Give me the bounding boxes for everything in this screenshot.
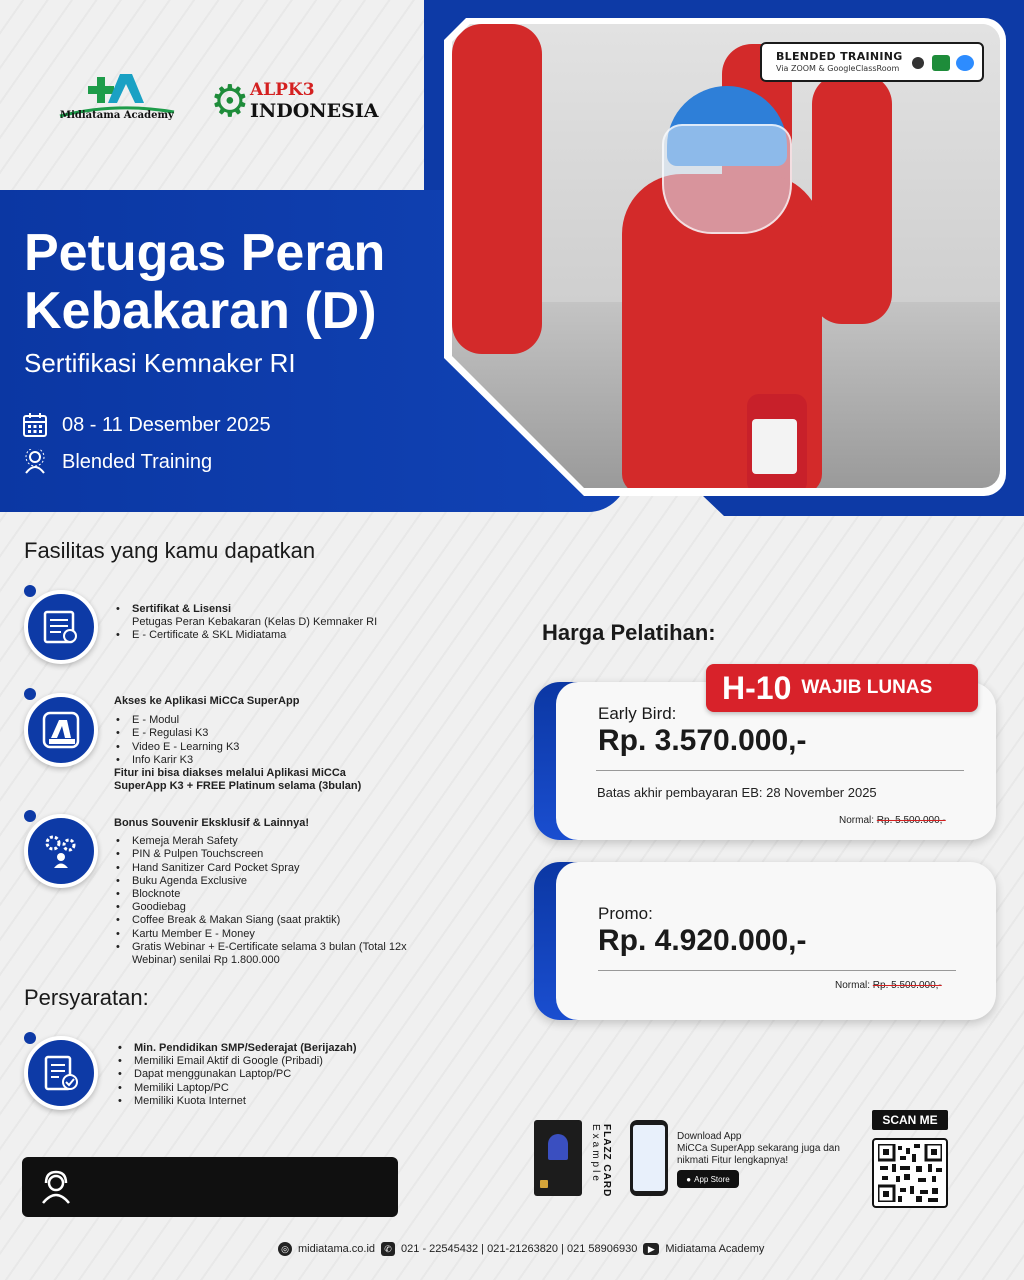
requirement-item: • Memiliki Email Aktif di Google (Pribadi) [116, 1055, 446, 1068]
blended-training-badge [760, 42, 984, 82]
promo-normal: Normal: Rp. 5.500.000,- [835, 980, 942, 991]
facility-1-line1: Petugas Peran Kebakaran (Kelas D) Kemnaker RI [132, 616, 378, 629]
alpk3-line1: ALPK3 [250, 80, 315, 100]
webcam-icon [912, 57, 924, 69]
gears-icon [24, 814, 98, 888]
flazz-subtitle: Example [590, 1124, 601, 1184]
footer-phones[interactable]: 021 - 22545432 | 021-21263820 | 021 58906930 [401, 1243, 638, 1255]
certificate-icon [24, 590, 98, 664]
early-bird-normal: Normal: Rp. 5.500.000,- [839, 815, 946, 826]
flazz-title: FLAZZ CARD [601, 1124, 612, 1198]
souvenir-item: • Blocknote [114, 888, 444, 901]
facility-2-item: • E - Modul [114, 714, 444, 727]
facility-2-item: • E - Regulasi K3 [114, 727, 444, 740]
h10-big: H-10 [722, 669, 792, 706]
globe-icon: ◎ [278, 1242, 292, 1256]
promo-normal-price: Rp. 5.500.000,- [872, 980, 942, 991]
download-app-text [677, 1131, 847, 1167]
requirements-list [116, 1042, 446, 1108]
training-mode: Blended Training [62, 450, 213, 473]
scan-me-label: SCAN ME [872, 1110, 948, 1130]
requirement-item: • Memiliki Kuota Internet [116, 1095, 446, 1108]
alpk3-logo [210, 76, 379, 130]
h10-small: WAJIB LUNAS [801, 677, 933, 698]
souvenir-item: • Coffee Break & Makan Siang (saat praktik) [114, 914, 444, 927]
dot-marker [24, 810, 36, 822]
mode-row [22, 449, 212, 475]
google-classroom-icon [932, 55, 950, 71]
souvenir-item: • PIN & Pulpen Touchscreen [114, 848, 444, 861]
souvenir-item: • Kartu Member E - Money [114, 928, 444, 941]
souvenir-item: • Hand Sanitizer Card Pocket Spray [114, 862, 444, 875]
souvenir-item: • Gratis Webinar + E-Certificate selama 3 bulan (Total 12x Webinar) senilai Rp 1.800.000 [114, 941, 434, 967]
apple-icon: ● [686, 1174, 692, 1184]
souvenir-item: • Buku Agenda Exclusive [114, 875, 444, 888]
early-bird-deadline: Batas akhir pembayaran EB: 28 November 2025 [597, 785, 877, 800]
facility-1-title: Sertifikat & Lisensi [132, 603, 232, 615]
requirements-heading: Persyaratan: [24, 985, 149, 1010]
qr-code[interactable] [872, 1138, 948, 1208]
alpk3-line2: INDONESIA [250, 100, 379, 122]
phone-icon: ✆ [381, 1242, 395, 1256]
promo-label: Promo: [598, 904, 653, 923]
youtube-icon: ▶ [643, 1243, 659, 1255]
footer-website[interactable]: midiatama.co.id [298, 1243, 376, 1255]
facility-2-note: Fitur ini bisa diakses melalui Aplikasi MiCCa SuperApp K3 + FREE Platinum selama (3bulan) [114, 767, 362, 793]
facility-2-item: • Info Karir K3 [114, 754, 444, 767]
facility-2-item: • Video E - Learning K3 [114, 741, 444, 754]
calendar-icon [22, 412, 48, 438]
app-store-label: App Store [694, 1174, 730, 1184]
souvenir-item: • Kemeja Merah Safety [114, 835, 444, 848]
zoom-icon [956, 55, 974, 71]
souvenir-item: • Goodiebag [114, 901, 444, 914]
checklist-icon [24, 1036, 98, 1110]
requirement-item: • Dapat menggunakan Laptop/PC [116, 1068, 446, 1081]
facility-group-1 [114, 603, 444, 643]
app-store-button[interactable] [677, 1170, 739, 1188]
facility-group-2 [114, 695, 444, 793]
h10-badge [706, 664, 978, 712]
training-mode-icon [22, 449, 48, 475]
badge-subtitle: Via ZOOM & GoogleClassRoom [776, 64, 900, 73]
facilities-heading: Fasilitas yang kamu dapatkan [24, 538, 316, 563]
footer-youtube[interactable]: Midiatama Academy [665, 1243, 765, 1255]
promo-amount: Rp. 4.920.000,- [598, 924, 807, 957]
midiatama-name: Midiatama Academy [60, 110, 174, 121]
download-title: Download App [677, 1131, 742, 1142]
hero-photo [452, 24, 1000, 488]
flazz-card-image [534, 1120, 582, 1196]
facility-group-3 [114, 817, 444, 967]
early-bird-label: Early Bird: [598, 704, 677, 723]
date-row [22, 412, 271, 438]
dot-marker [24, 585, 36, 597]
footer [278, 1242, 764, 1256]
facility-3-title: Bonus Souvenir Eksklusif & Lainnya! [114, 817, 309, 829]
early-bird-amount: Rp. 3.570.000,- [598, 724, 807, 757]
pricing-heading: Harga Pelatihan: [542, 620, 716, 645]
midiatama-logo [56, 72, 186, 132]
gear-icon: ⚙ [210, 76, 250, 127]
customer-service-icon [38, 1169, 74, 1205]
promo-card [534, 862, 996, 1020]
phone-mockup [630, 1120, 668, 1196]
facility-2-title: Akses ke Aplikasi MiCCa SuperApp [114, 695, 300, 707]
page-subtitle: Sertifikasi Kemnaker RI [24, 348, 296, 378]
app-icon [24, 693, 98, 767]
requirement-item: • Memiliki Laptop/PC [116, 1082, 446, 1095]
badge-title: BLENDED TRAINING [776, 50, 903, 63]
contact-bar[interactable] [22, 1157, 398, 1217]
facility-1-line2: • E - Certificate & SKL Midiatama [114, 629, 444, 642]
download-desc: MiCCa SuperApp sekarang juga dan nikmati Fitur lengkapnya! [677, 1143, 840, 1166]
page-title: Petugas Peran Kebakaran (D) [24, 224, 386, 340]
flazz-card-label [590, 1124, 612, 1200]
early-bird-normal-price: Rp. 5.500.000,- [876, 815, 946, 826]
dot-marker [24, 688, 36, 700]
requirement-item: • Min. Pendidikan SMP/Sederajat (Berijazah) [116, 1042, 446, 1055]
training-date: 08 - 11 Desember 2025 [62, 413, 271, 436]
dot-marker [24, 1032, 36, 1044]
